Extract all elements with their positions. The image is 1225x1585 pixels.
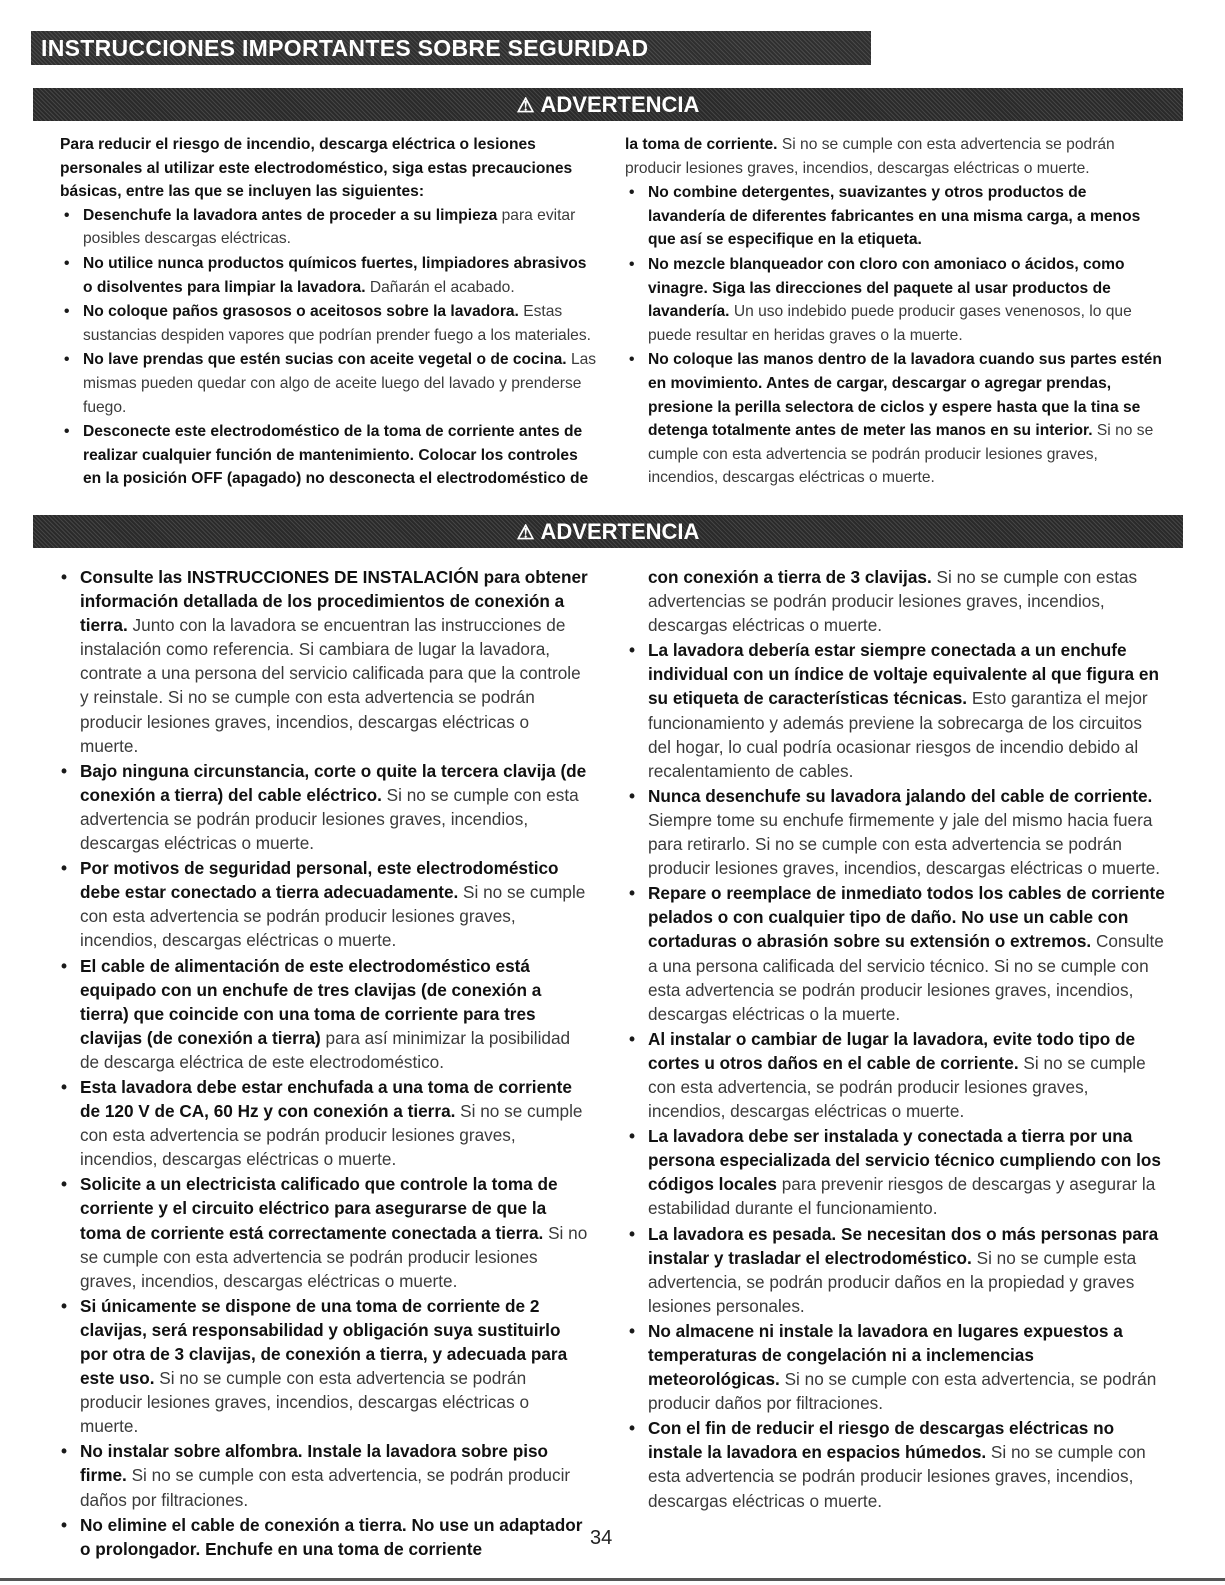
bullet-bold-text: Por motivos de seguridad personal, este electrodoméstico debe estar conectado a tierra adecuadamente. <box>80 858 559 903</box>
bullet-item <box>57 1439 590 1511</box>
bullet-body-text: Si no se cumple con esta advertencia se podrán producir lesiones graves, incendios, descargas eléctricas o muerte. <box>648 422 1154 487</box>
bullet-item <box>57 856 590 952</box>
bullet-icon: • <box>61 1295 68 1316</box>
bullet-bold-text: Si únicamente se dispone de una toma de corriente de 2 clavijas, será responsabilidad y obligación suya sustituirlo por otra de 3 clavijas, de conexión a tierra, y adecuada para este uso. <box>80 1295 568 1389</box>
bullet-bold-text: No lave prendas que estén sucias con aceite vegetal o de cocina. <box>83 351 567 369</box>
bullet-icon: • <box>64 254 70 272</box>
bullet-bold-text: No coloque las manos dentro de la lavadora cuando sus partes estén en movimiento. Antes de cargar, descargar o agregar prendas, presione la perilla selectora de ciclos y espere hasta que la tina se detenga totalmente antes de meter las manos en su interior. <box>648 351 1162 440</box>
bullet-bold-text: Desenchufe la lavadora antes de proceder a su limpieza <box>83 206 498 224</box>
warning-2-left-column <box>57 565 590 1562</box>
bullet-body-text: Si no se cumple con esta advertencia, se podrán producir lesiones graves, incendios, descargas eléctricas o muerte. <box>648 1052 1146 1122</box>
bullet-bold-text: La lavadora es pesada. Se necesitan dos o más personas para instalar y trasladar el electrodoméstico. <box>648 1223 1159 1268</box>
bullet-item <box>60 420 600 491</box>
bullet-item <box>625 881 1165 1026</box>
bullet-bold-text: Esta lavadora debe estar enchufada a una toma de corriente de 120 V de CA, 60 Hz y con conexión a tierra. <box>80 1076 572 1122</box>
bullet-body-text: Junto con la lavadora se encuentran las instrucciones de instalación como referencia. Si cambiara de lugar la lavadora, contrate a una persona del servicio calificada para que la controle y reinstale. Si no se cumple con esta advertencia se podrán producir lesiones graves, incendios, descargas eléctricas o muerte. <box>80 615 581 756</box>
bullet-icon: • <box>61 567 68 587</box>
bullet-item <box>625 348 1165 490</box>
bullet-item <box>625 1319 1165 1415</box>
bullet-bold-text: Consulte las INSTRUCCIONES DE INSTALACIÓN para obtener información detallada de los procedimientos de conexión a tierra. <box>80 567 588 636</box>
warning-banner-label: ADVERTENCIA <box>540 519 700 544</box>
bullet-icon: • <box>64 423 70 441</box>
bullet-body-text: Un uso indebido puede producir gases venenosos, lo que puede resultar en heridas graves o la muerte. <box>648 303 1132 344</box>
bullet-icon: • <box>61 858 68 879</box>
bullet-bold-text: No combine detergentes, suavizantes y otros productos de lavandería de diferentes fabricantes en una misma carga, a menos que así se especifique en la etiqueta. <box>648 184 1141 249</box>
bullet-icon: • <box>61 1174 68 1195</box>
bullet-icon: • <box>629 1126 636 1147</box>
bullet-bold-text: No utilice nunca productos químicos fuertes, limpiadores abrasivos o disolventes para limpiar la lavadora. <box>83 254 587 296</box>
warning-2-right-column <box>625 565 1165 1514</box>
bullet-item <box>625 784 1165 880</box>
bullet-body-text: Estas sustancias despiden vapores que podrían prender fuego a los materiales. <box>83 303 591 344</box>
bullet-body-text: para evitar posibles descargas eléctricas. <box>83 206 576 248</box>
bullet-icon: • <box>629 184 635 202</box>
bullet-body-text: Si no se cumple esta advertencia, se podrán producir daños en la propiedad y graves lesiones personales. <box>648 1247 1137 1316</box>
bullet-body-text: Si no se cumple con esta advertencia se podrán producir lesiones graves, incendios, descargas eléctricas o muerte. <box>648 1442 1146 1511</box>
bullet-bold-text: La lavadora debería estar siempre conectada a un enchufe individual con un índice de voltaje equivalente al que figura en su etiqueta de características técnicas. <box>648 640 1159 709</box>
warning-triangle-icon: ⚠ <box>516 95 535 117</box>
bullet-body-text: para prevenir riesgos de descargas y asegurar la estabilidad durante el funcionamiento. <box>648 1174 1156 1219</box>
intro-paragraph: Para reducir el riesgo de incendio, descarga eléctrica o lesiones personales al utilizar este electrodoméstico, siga estas precauciones básicas, entre las que se incluyen las siguientes: <box>60 136 573 201</box>
bullet-bold-text: La lavadora debe ser instalada y conectada a tierra por una persona especializada del servicio técnico cumpliendo con los códigos locales <box>648 1126 1161 1195</box>
bullet-icon: • <box>629 640 636 661</box>
warning-triangle-icon: ⚠ <box>516 522 535 544</box>
bullet-icon: • <box>61 1441 68 1462</box>
bullet-icon: • <box>61 955 68 976</box>
bullet-bold-text: No coloque paños grasosos o aceitosos sobre la lavadora. <box>83 303 519 321</box>
bullet-bold-text: Nunca desenchufe su lavadora jalando del cable de corriente. <box>648 785 1153 806</box>
bullet-bold-text: No almacene ni instale la lavadora en lugares expuestos a temperaturas de congelación ni a inclemencias meteorológicas. <box>648 1320 1123 1390</box>
bullet-item <box>57 954 590 1074</box>
bullet-item <box>625 1222 1165 1318</box>
bottom-divider <box>0 1578 1225 1581</box>
bullet-bold-text: No elimine el cable de conexión a tierra. No use un adaptador o prolongador. Enchufe en una toma de corriente <box>80 1514 583 1559</box>
bullet-item <box>625 1124 1165 1220</box>
bullet-body-text: Dañarán el acabado. <box>365 278 515 296</box>
bullet-icon: • <box>629 351 635 369</box>
bullet-bold-text: Con el fin de reducir el riesgo de descargas eléctricas no instale la lavadora en espacios húmedos. <box>648 1418 1115 1463</box>
page-number: 34 <box>590 1527 613 1549</box>
continuation-paragraph: con conexión a tierra de 3 clavijas. Si no se cumple con estas advertencias se podrán producir lesiones graves, incendios, descargas eléctricas o muerte. <box>648 567 1138 636</box>
bullet-icon: • <box>629 1028 636 1049</box>
warning-banner-2 <box>33 515 1183 548</box>
bullet-item <box>57 1075 590 1171</box>
bullet-icon: • <box>61 1514 68 1535</box>
bullet-body-text: Siempre tome su enchufe firmemente y jale del mismo hacia fuera para retirarlo. Si no se cumple con esta advertencia se podrán producir lesiones graves, incendios, descargas eléctricas o muerte. <box>648 809 1161 879</box>
bullet-bold-text: No instalar sobre alfombra. Instale la lavadora sobre piso firme. <box>80 1441 549 1486</box>
warning-banner-label: ADVERTENCIA <box>540 92 700 117</box>
bullet-body-text: Si no se cumple con esta advertencia se podrán producir lesiones graves, incendios, descargas eléctricas o muerte. <box>80 882 586 951</box>
bullet-bold-text: Repare o reemplace de inmediato todos los cables de corriente pelados o con cualquier tipo de daño. No use un cable con cortaduras o abrasión sobre su extensión o extremos. <box>648 883 1165 952</box>
bullet-item <box>57 759 590 855</box>
bullet-icon: • <box>64 303 70 321</box>
bullet-icon: • <box>64 351 70 369</box>
bullet-body-text: para así minimizar la posibilidad de descarga eléctrica de este electrodoméstico. <box>80 1027 571 1072</box>
bullet-item <box>60 252 600 299</box>
bullet-item <box>57 1172 590 1292</box>
bullet-body-text: Si no se cumple con esta advertencia, se podrán producir daños por filtraciones. <box>80 1465 571 1510</box>
warning-1-right-column <box>625 133 1165 491</box>
bullet-item <box>625 1027 1165 1123</box>
bullet-icon: • <box>629 1320 636 1341</box>
warning-banner-1 <box>33 88 1183 121</box>
bullet-body-text: Consulte a una persona calificada del servicio técnico. Si no se cumple con esta advertencia se podrán producir lesiones graves, incendios, descargas eléctricas o la muerte. <box>648 931 1164 1024</box>
warning-1-left-column <box>60 133 600 492</box>
bullet-icon: • <box>629 785 636 806</box>
page-title: INSTRUCCIONES IMPORTANTES SOBRE SEGURIDAD <box>31 31 871 65</box>
bullet-bold-text: Solicite a un electricista calificado que controle la toma de corriente y el circuito eléctrico para asegurarse de que la toma de corriente está correctamente conectada a tierra. <box>80 1174 558 1243</box>
bullet-icon: • <box>629 1418 636 1439</box>
bullet-icon: • <box>61 760 68 781</box>
bullet-bold-text: No mezcle blanqueador con cloro con amoniaco o ácidos, como vinagre. Siga las direcciones del paquete al usar productos de lavandería. <box>648 255 1125 321</box>
bullet-icon: • <box>629 255 635 273</box>
bullet-body-text: Esto garantiza el mejor funcionamiento y además previene la sobrecarga de los circuitos del hogar, lo cual podría ocasionar riesgos de incendio debido al recalentamiento de cables. <box>648 688 1148 781</box>
bullet-body-text: Si no se cumple con esta advertencia se podrán producir lesiones graves, incendios, descargas eléctricas o muerte. <box>80 784 579 854</box>
bullet-icon: • <box>629 883 636 904</box>
bullet-item <box>60 348 600 419</box>
bullet-icon: • <box>61 1076 68 1097</box>
bullet-item <box>57 1513 590 1561</box>
bullet-body-text: Las mismas pueden quedar con algo de aceite luego del lavado y prenderse fuego. <box>83 351 597 416</box>
bullet-bold-text: El cable de alimentación de este electrodoméstico está equipado con un enchufe de tres clavijas (de conexión a tierra) que coincide con una toma de corriente para tres clavijas (de conexión a tierra) <box>80 955 542 1048</box>
bullet-item <box>60 300 600 347</box>
bullet-bold-text: Bajo ninguna circunstancia, corte o quite la tercera clavija (de conexión a tierra) del cable eléctrico. <box>80 760 587 805</box>
bullet-item <box>625 638 1165 783</box>
bullet-body-text: Si no se cumple con esta advertencia se podrán producir lesiones graves, incendios, descargas eléctricas o muerte. <box>80 1368 530 1437</box>
bullet-icon: • <box>629 1223 636 1244</box>
bullet-body-text: Si no se cumple con esta advertencia, se podrán producir daños por filtraciones. <box>648 1369 1157 1414</box>
bullet-icon: • <box>64 206 70 224</box>
bullet-body-text: Si no se cumple con esta advertencia se podrán producir lesiones graves, incendios, descargas eléctricas o muerte. <box>80 1222 588 1291</box>
continuation-paragraph: la toma de corriente. Si no se cumple con esta advertencia se podrán producir lesiones graves, incendios, descargas eléctricas o muerte. <box>625 136 1115 177</box>
bullet-item <box>625 1416 1165 1512</box>
bullet-item <box>57 1294 590 1439</box>
bullet-item <box>60 204 600 251</box>
bullet-body-text: Si no se cumple con esta advertencia se podrán producir lesiones graves, incendios, descargas eléctricas o muerte. <box>80 1101 583 1170</box>
bullet-bold-text: Desconecte este electrodoméstico de la toma de corriente antes de realizar cualquier función de mantenimiento. Colocar los controles en la posición OFF (apagado) no desconecta el electrodoméstico de <box>83 423 589 488</box>
bullet-bold-text: Al instalar o cambiar de lugar la lavadora, evite todo tipo de cortes u otros daños en el cable de corriente. <box>648 1028 1136 1073</box>
bullet-item <box>625 253 1165 347</box>
bullet-item <box>57 565 590 758</box>
bullet-item <box>625 181 1165 252</box>
